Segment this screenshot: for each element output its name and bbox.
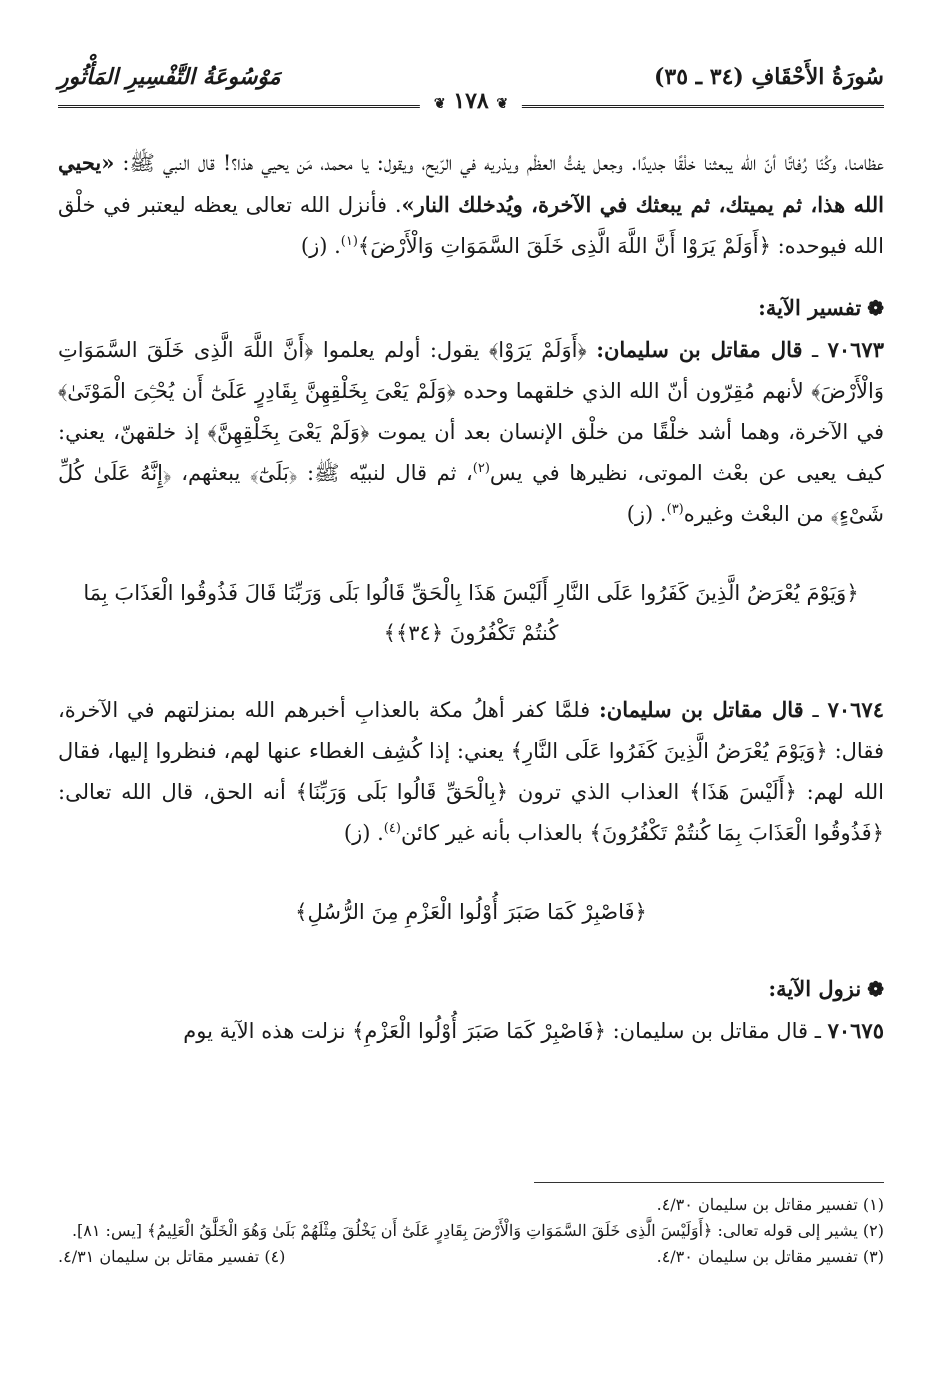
narration-number: ٧٠٦٧٥ — [827, 1018, 884, 1043]
narration-number: ٧٠٦٧٤ — [827, 697, 884, 722]
section-heading-nuzul: ❁نزول الآية: — [768, 976, 884, 1001]
footnote-2: (٢) يشير إلى قوله تعالى: ﴿أَوَلَيْسَ الَّذِى خَلَقَ السَّمَوَاتِ وَالْأَرْضَ بِقَادِرٍ عَلَىٰٓ أَن يَخْلُقَ مِثْلَهُمْ بَلَىٰ وَهُوَ الْخَلَّٰقُ الْعَلِيمُ﴾ [يس: ٨١]. — [71, 1221, 884, 1240]
narration-70673: ٧٠٦٧٣ ـ قال مقاتل بن سليمان: ﴿أَوَلَمْ يَرَوْا﴾ يقول: أولم يعلموا ﴿أَنَّ اللَّهَ الَّذِى خَلَقَ السَّمَوَاتِ وَالْأَرْضَ﴾ لأنهم مُقِرّون أنّ الله الذي خلقهما وحده ﴿وَلَمْ يَعْىَ بِخَلْقِهِنَّ بِقَادِرٍ عَلَىٰٓ أَن يُحْـِۧىَ الْمَوْتَىٰ﴾ في الآخرة، وهما أشد خلْقًا من خلْق الإنسان بعد أن يموت ﴿وَلَمْ يَعْىَ بِخَلْقِهِنَّ﴾ إذ خلقهنّ، يعني: كيف يعيى عن بعْث الموتى، نظيرها في يس$^{(٢)}$، ثم قال لنبيّه ﷺ: ﴿بَلَىٰٓ﴾ يبعثهم، ﴿إِنَّهُ عَلَىٰ كُلِّ شَىْءٍ﴾ من البعْث وغيره$^{(٣)}$. (ز) — [58, 337, 884, 526]
verse-35: ﴿فَاصْبِرْ كَمَا صَبَرَ أُوْلُوا الْعَزْمِ مِنَ الرُّسُلِ﴾ — [295, 900, 647, 924]
flower-icon: ❁ — [867, 296, 884, 320]
page-number-block — [420, 88, 522, 114]
page-number: ١٧٨ — [453, 88, 489, 114]
footnote-3: (٣) تفسير مقاتل بن سليمان ٤/٣٠. — [656, 1247, 884, 1266]
narration-70675: ٧٠٦٧٥ ـ قال مقاتل بن سليمان: ﴿فَاصْبِرْ كَمَا صَبَرَ أُوْلُوا الْعَزْمِ﴾ نزلت هذه الآية يوم — [183, 1018, 884, 1043]
footnote-ref: (٢) — [472, 461, 490, 476]
footnote-ref: (٤) — [383, 821, 401, 836]
narrator: قال مقاتل بن سليمان: — [599, 697, 804, 722]
footnote-rule — [534, 1182, 884, 1183]
footnote-1: (١) تفسير مقاتل بن سليمان ٤/٣٠. — [656, 1195, 884, 1214]
page-header — [58, 64, 884, 114]
hadith-quote: «يحيي الله هذا، ثم يميتك، ثم يبعثك في الآخرة، ويُدخلك النار» — [58, 150, 885, 217]
ornament-icon: ❦ — [433, 96, 446, 112]
flower-icon: ❁ — [867, 977, 884, 1001]
footnote-ref: (٣) — [666, 502, 684, 517]
footnote-4: (٤) تفسير مقاتل بن سليمان ٤/٣١. — [58, 1247, 286, 1266]
footnotes — [58, 1192, 884, 1270]
narrator: قال مقاتل بن سليمان: — [596, 337, 803, 362]
footnote-row — [58, 1244, 884, 1270]
narration-70674: ٧٠٦٧٤ ـ قال مقاتل بن سليمان: فلمَّا كفر أهلُ مكة بالعذابِ أخبرهم الله بمنزلتهم في الآخرة، فقال: ﴿وَيَوْمَ يُعْرَضُ الَّذِينَ كَفَرُوا عَلَى النَّارِ﴾ يعني: إذا كُشِف الغطاء عنها لهم، فنظروا إليها، فقال الله لهم: ﴿أَلَيْسَ هَذَا﴾ العذاب الذي ترون ﴿بِالْحَقِّ قَالُوا بَلَى وَرَبِّنَا﴾ أنه الحق، قال الله تعالى: ﴿فَذُوقُوا الْعَذَابَ بِمَا كُنتُمْ تَكْفُرُونَ﴾ بالعذاب بأنه غير كائن$^{(٤)}$. (ز) — [58, 697, 884, 845]
section-heading-tafsir: ❁تفسير الآية: — [758, 295, 884, 320]
surah-title: سُورَةُ الأَحْقَافِ (٣٤ ـ ٣٥) — [653, 64, 884, 90]
quran-verse: ﴿أَوَلَمْ يَرَوْا أَنَّ اللَّهَ الَّذِى خَلَقَ السَّمَوَاتِ وَالْأَرْضَ﴾ — [357, 234, 771, 258]
intro-paragraph: عظامنا، وكُنّا رُفاتًا أنّ الله يبعثنا خلْقًا جديدًا. وجعل يفتُّ العظْم ويذريه في الرّيح، ويقول: يا محمد، مَن يحيي هذا؟! قال النبي ﷺ: «يحيي الله هذا، ثم يميتك، ثم يبعثك في الآخرة، ويُدخلك النار». فأنزل الله تعالى يعظه ليعتبر في خلْق الله فيوحده: ﴿أَوَلَمْ يَرَوْا أَنَّ اللَّهَ الَّذِى خَلَقَ السَّمَوَاتِ وَالْأَرْضَ﴾$^{(١)}$. (ز) — [58, 150, 885, 258]
book-title: مَوْسُوعَةُ التَّفْسِيرِ المَأْثُورِ — [58, 64, 281, 90]
narration-number: ٧٠٦٧٣ — [827, 337, 884, 362]
main-text — [58, 142, 884, 1052]
ornament-icon: ❦ — [496, 96, 509, 112]
footnote-ref: (١) — [340, 234, 358, 249]
verse-34: ﴿وَيَوْمَ يُعْرَضُ الَّذِينَ كَفَرُوا عَلَى النَّارِ أَلَيْسَ هَذَا بِالْحَقِّ قَالُوا بَلَى وَرَبِّنَا قَالَ فَذُوقُوا الْعَذَابَ بِمَا كُنتُمْ تَكْفُرُونَ ﴿٣٤﴾﴾ — [83, 581, 859, 645]
